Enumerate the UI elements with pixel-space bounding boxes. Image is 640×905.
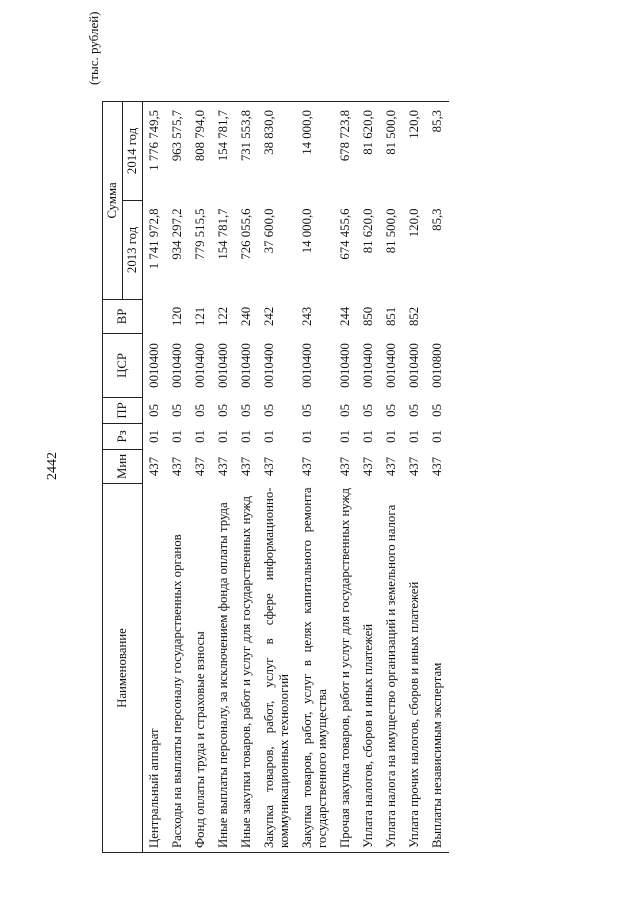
header-name: Наименование — [103, 484, 143, 853]
header-pr: ПР — [103, 397, 143, 423]
cell-rz: 01 — [361, 430, 375, 443]
cell-vr: 121 — [193, 306, 207, 327]
cell-csr: 0010400 — [193, 343, 207, 388]
cell-rz: 01 — [338, 430, 352, 443]
cell-name: Закупка товаров, работ, услуг в целях капитального ремонта государственного имущества — [296, 484, 334, 853]
table-row — [334, 101, 357, 852]
table-row — [235, 101, 258, 852]
cell-y2013: 934 297,2 — [170, 208, 184, 260]
cell-name: Расходы на выплаты персоналу государственных органов — [166, 484, 189, 853]
cell-y2013: 726 055,6 — [239, 208, 253, 260]
table-row — [166, 101, 189, 852]
cell-y2013: 120,0 — [407, 208, 421, 238]
cell-pr: 05 — [262, 404, 276, 417]
cell-y2014: 963 575,7 — [166, 101, 189, 200]
table-row — [258, 101, 296, 852]
cell-vr: 850 — [361, 306, 375, 327]
cell-name: Фонд оплаты труда и страховые взносы — [189, 484, 212, 853]
cell-y2014: 678 723,8 — [334, 101, 357, 200]
cell-min: 437 — [300, 456, 314, 477]
cell-pr: 05 — [384, 404, 398, 417]
cell-csr: 0010400 — [384, 343, 398, 388]
header-2013: 2013 год — [123, 200, 143, 299]
cell-y2014: 120,0 — [403, 101, 426, 200]
cell-y2013: 779 515,5 — [193, 208, 207, 260]
cell-min: 437 — [338, 456, 352, 477]
cell-csr: 0010400 — [170, 343, 184, 388]
cell-pr: 05 — [170, 404, 184, 417]
cell-y2013: 81 500,0 — [384, 208, 398, 254]
cell-pr: 05 — [239, 404, 253, 417]
cell-y2013: 81 620,0 — [361, 208, 375, 254]
cell-name: Уплата налогов, сборов и иных платежей — [357, 484, 380, 853]
cell-min: 437 — [430, 456, 444, 477]
cell-pr: 05 — [193, 404, 207, 417]
header-csr: ЦСР — [103, 333, 143, 397]
cell-min: 437 — [361, 456, 375, 477]
cell-pr: 05 — [407, 404, 421, 417]
cell-rz: 01 — [239, 430, 253, 443]
header-min: Мин — [103, 449, 143, 483]
header-2014: 2014 год — [123, 101, 143, 200]
cell-csr: 0010400 — [262, 343, 276, 388]
cell-pr: 05 — [430, 404, 444, 417]
cell-min: 437 — [384, 456, 398, 477]
cell-min: 437 — [262, 456, 276, 477]
cell-min: 437 — [170, 456, 184, 477]
cell-y2013: 154 781,7 — [216, 208, 230, 260]
cell-y2013: 37 600,0 — [262, 208, 276, 254]
cell-name: Иные закупки товаров, работ и услуг для государственных нужд — [235, 484, 258, 853]
cell-rz: 01 — [262, 430, 276, 443]
cell-y2013: 1 741 972,8 — [147, 208, 161, 270]
cell-vr — [426, 299, 449, 333]
cell-y2014: 154 781,7 — [212, 101, 235, 200]
cell-y2014: 38 830,0 — [258, 101, 296, 200]
cell-y2014: 1 776 749,5 — [143, 101, 167, 200]
cell-rz: 01 — [384, 430, 398, 443]
cell-vr: 851 — [384, 306, 398, 327]
cell-pr: 05 — [300, 404, 314, 417]
table-row — [403, 101, 426, 852]
cell-pr: 05 — [361, 404, 375, 417]
cell-csr: 0010800 — [430, 343, 444, 388]
cell-name: Центральный аппарат — [143, 484, 167, 853]
cell-vr: 122 — [216, 306, 230, 327]
cell-rz: 01 — [170, 430, 184, 443]
budget-table — [102, 101, 449, 853]
cell-rz: 01 — [216, 430, 230, 443]
table-row — [143, 101, 167, 852]
cell-vr: 242 — [262, 306, 276, 327]
cell-vr: 243 — [300, 306, 314, 327]
cell-csr: 0010400 — [361, 343, 375, 388]
cell-vr: 244 — [338, 306, 352, 327]
cell-rz: 01 — [147, 430, 161, 443]
cell-min: 437 — [147, 456, 161, 477]
cell-vr — [143, 299, 167, 333]
cell-y2014: 85,3 — [426, 101, 449, 200]
cell-name: Закупка товаров, работ, услуг в сфере информационно-коммуникационных технологий — [258, 484, 296, 853]
table-row — [212, 101, 235, 852]
table-row — [189, 101, 212, 852]
cell-pr: 05 — [338, 404, 352, 417]
cell-pr: 05 — [147, 404, 161, 417]
cell-min: 437 — [407, 456, 421, 477]
cell-y2014: 81 620,0 — [357, 101, 380, 200]
cell-y2014: 14 000,0 — [296, 101, 334, 200]
cell-rz: 01 — [193, 430, 207, 443]
cell-rz: 01 — [407, 430, 421, 443]
cell-name: Уплата прочих налогов, сборов и иных платежей — [403, 484, 426, 853]
header-vr: ВР — [103, 299, 143, 333]
cell-csr: 0010400 — [338, 343, 352, 388]
cell-min: 437 — [216, 456, 230, 477]
header-rz: Рз — [103, 423, 143, 449]
table-body — [143, 101, 450, 852]
cell-csr: 0010400 — [407, 343, 421, 388]
cell-rz: 01 — [300, 430, 314, 443]
cell-pr: 05 — [216, 404, 230, 417]
cell-rz: 01 — [430, 430, 444, 443]
cell-y2014: 731 553,8 — [235, 101, 258, 200]
table-row — [296, 101, 334, 852]
cell-name: Выплаты независимым экспертам — [426, 484, 449, 853]
cell-min: 437 — [193, 456, 207, 477]
table-row — [426, 101, 449, 852]
cell-vr: 852 — [407, 306, 421, 327]
cell-csr: 0010400 — [300, 343, 314, 388]
page-number: 2442 — [45, 452, 60, 480]
table-row — [380, 101, 403, 852]
cell-y2013: 674 455,6 — [338, 208, 352, 260]
cell-csr: 0010400 — [216, 343, 230, 388]
cell-name: Иные выплаты персоналу, за исключением фонда оплаты труда — [212, 484, 235, 853]
cell-csr: 0010400 — [147, 343, 161, 388]
cell-vr: 240 — [239, 306, 253, 327]
unit-note: (тыс. рублей) — [86, 11, 101, 85]
cell-name: Уплата налога на имущество организаций и земельного налога — [380, 484, 403, 853]
table-row — [357, 101, 380, 852]
cell-y2013: 85,3 — [430, 208, 444, 231]
cell-vr: 120 — [170, 306, 184, 327]
cell-min: 437 — [239, 456, 253, 477]
header-sum: Сумма — [103, 101, 123, 299]
cell-y2014: 81 500,0 — [380, 101, 403, 200]
cell-csr: 0010400 — [239, 343, 253, 388]
cell-name: Прочая закупка товаров, работ и услуг для государственных нужд — [334, 484, 357, 853]
cell-y2014: 808 794,0 — [189, 101, 212, 200]
cell-y2013: 14 000,0 — [300, 208, 314, 254]
